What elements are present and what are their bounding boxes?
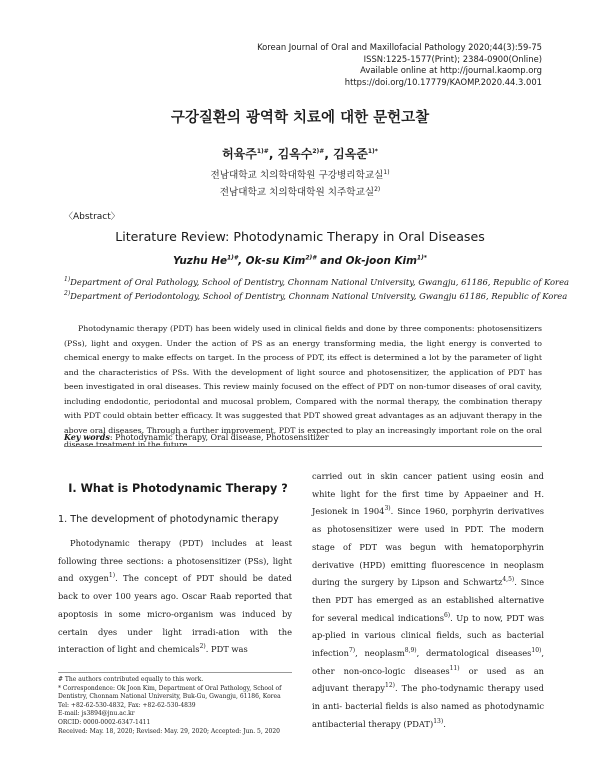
body-text: . Up to now, PDT was ap-plied in various clinical fields, such as bacterial infection [312,612,544,659]
author-sup: 1)# [227,254,239,262]
body-text: , dermatological diseases [416,648,532,659]
body-text: or used as an adjuvant therapy [312,665,545,694]
keywords-text: : Photodynamic therapy, Oral disease, Photosensitizer [109,433,329,442]
body-text: . [443,718,446,729]
journal-doi[interactable]: https://doi.org/10.17779/KAOMP.2020.44.3.001 [344,76,542,87]
journal-header [257,42,542,88]
body-column-right [312,468,544,734]
body-text: , other non-onco-logic diseases [312,648,544,676]
korean-affiliation-2 [0,184,600,198]
author-sep: , [268,147,278,161]
affiliation-sup: 1) [383,168,390,176]
citation-sup: 6) [443,611,451,619]
english-affiliation-1 [64,277,569,288]
korean-author: 김옥수 [277,147,313,161]
english-author: Ok-su Kim [245,255,306,267]
section-title: Ⅰ. What is Photodynamic Therapy ? [68,482,288,495]
citation-sup: 11) [449,664,460,672]
korean-affiliation-1 [0,167,600,181]
abstract-body: Photodynamic therapy (PDT) has been widely used in clinical fields and done by three components: photosensitizers (PSs), light and oxygen. Under the action of PS as an energy transforming media, the light energy is converted to chemical energy to make effects on target. In the process of PDT, its effect is determined a lot by the parameter of light and the characteristics of PSs. With the development of light source and photosensitizer, the application of PDT has been investigated in oral diseases. This review mainly focused on the effect of PDT on non-tumor diseases of oral cavity, including endodontic, periodontal and mucosal problem, Compared with the normal therapy, the combination therapy with PDT could obtain better efficacy. It was suggested that PDT showed great advantages as an adjuvant therapy in the above oral diseases. Through a further improvement, PDT is expected to play an increasingly important role on the oral disease treatment in the future. [64,324,542,449]
citation-sup: 13) [433,718,444,726]
citation-sup: 7) [348,647,356,655]
author-sup: 1)# [256,148,269,155]
korean-authors [0,145,600,162]
affiliation-sup: 1) [64,276,71,284]
citation-sup: 4,5) [502,576,515,584]
journal-url[interactable]: Available online at http://journal.kaomp.org [360,65,542,75]
citation-sup: 8,9) [404,647,417,655]
body-text: Photodynamic therapy (PDT) includes at least following three sections: a photosensitizer (PSs), light and oxygen [58,538,292,584]
footnote-divider [58,672,292,673]
english-author: Yuzhu He [173,255,227,267]
journal-issn: ISSN:1225-1577(Print); 2384-0900(Online) [363,53,542,64]
footnote-email[interactable]: E-mail: js3894@jnu.ac.kr [58,710,135,718]
korean-author: 허육주 [222,147,257,161]
english-authors [0,255,600,267]
footnote-correspondence: * Correspondence: Ok Joon Kim, Department of Oral Pathology, School of Dentistry, Chonnam National University, Buk-Gu, Gwangju, 61186, Korea [58,684,282,701]
abstract-label: 〈Abstract〉 [64,212,120,222]
english-affiliation-2 [64,291,567,302]
citation-sup: 12) [385,682,395,690]
footnote-phone: Tel: +82-62-530-4832, Fax: +82-62-530-4839 [58,701,196,709]
body-text: . PDT was [205,644,248,655]
body-text: . The concept of PDT should be dated back to over 100 years ago. Oscar Raab reported that apoptosis in some micro-organism was induced by certain dyes under light irradi-ation with the interaction of light and chemicals [58,573,292,655]
english-affiliation-text: Department of Oral Pathology, School of Dentistry, Chonnam National University, Gwangju, 61186, Republic of Korea [70,277,570,287]
author-sep: , [238,255,246,267]
footnote-equal-contribution: # The authors contributed equally to this work. [58,676,204,683]
korean-affiliation-text: 전남대학교 치의학대학원 치주학교실 [219,187,375,198]
keywords-label: Key words [64,432,110,442]
body-text: . Since then PDT has emerged as an established alternative for several medical indications [312,577,544,623]
affiliation-sup: 2) [374,185,381,193]
korean-author: 김옥준 [333,147,368,161]
footnote-orcid: ORCID: 0000-0002-6347-1411 [58,718,151,726]
citation-sup: 1) [108,572,116,580]
body-text: carried out in skin cancer patient using eosin and white light for the first time by Appaeiner and H. Jesionek in 1904 [312,471,544,517]
korean-affiliation-text: 전남대학교 치의학대학원 구강병리학교실 [210,170,384,181]
korean-title: 구강질환의 광역학 치료에 대한 문헌고찰 [170,110,430,126]
author-sup: 1)* [416,254,427,262]
english-author: Ok-joon Kim [345,255,417,267]
footnote-dates: Received: May. 18, 2020; Revised: May. 29, 2020; Accepted: Jun. 5, 2020 [58,727,280,735]
body-column-left [58,535,292,659]
author-sup: 2)# [305,254,317,262]
keywords [64,432,542,447]
body-text: . Since 1960, porphyrin derivatives as photosensitizer were used in PDT. The modern stage of PDT was begun with hematoporphyrin derivative (HPD) emitting fluorescence in neoplasm during the surgery by Lipson and Schwartz [312,506,545,588]
citation-sup: 2) [199,643,206,651]
author-sup: 1)* [367,148,378,155]
author-sep: and [316,255,346,267]
affiliation-sup: 2) [64,290,71,298]
footnotes [58,676,294,736]
author-sup: 2)# [312,148,325,155]
english-title: Literature Review: Photodynamic Therapy in Oral Diseases [115,229,485,244]
english-affiliation-text: Department of Periodontology, School of Dentistry, Chonnam National University, Gwangju 61186, Republic of Korea [70,291,568,301]
body-text: . The pho-todynamic therapy used in anti- bacterial fields is also named as photodynamic antibacterial therapy (PDAT) [312,683,544,729]
subsection-title: 1. The development of photodynamic therapy [58,514,279,525]
body-text: , neoplasm [355,648,405,659]
citation-sup: 3) [384,505,391,513]
author-sep: , [324,147,334,161]
citation-sup: 10) [531,647,542,655]
journal-citation: Korean Journal of Oral and Maxillofacial Pathology 2020;44(3):59-75 [257,42,542,52]
